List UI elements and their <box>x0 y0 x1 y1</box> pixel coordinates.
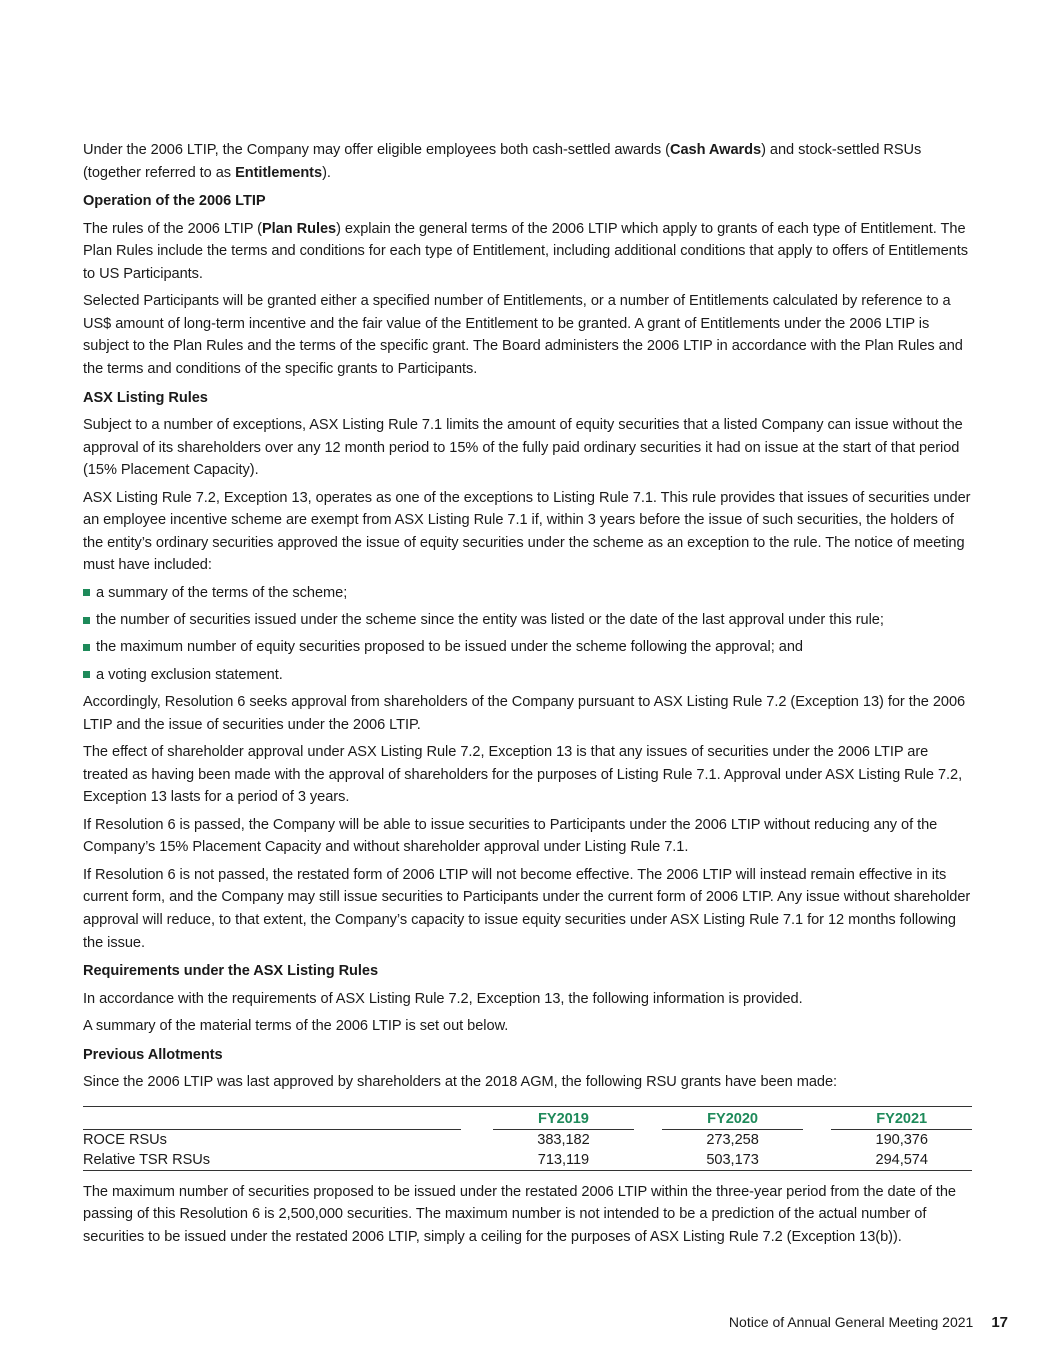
requirements-paragraph-2: A summary of the material terms of the 2006 LTIP is set out below. <box>83 1017 509 1034</box>
asx-paragraph-3: Accordingly, Resolution 6 seeks approval from shareholders of the Company pursuant to ASX Listing Rule 7.2 (Exception 13) for the 2006 LTIP and the issue of securities under the 2006 LTIP. <box>83 694 966 733</box>
page-number: 17 <box>991 1314 1008 1331</box>
footer-title: Notice of Annual General Meeting 2021 <box>728 1314 974 1330</box>
previous-allotments-paragraph: Since the 2006 LTIP was last approved by shareholders at the 2018 AGM, the following RSU grants have been made: <box>83 1073 838 1090</box>
asx-paragraph-5: If Resolution 6 is passed, the Company will be able to issue securities to Participants under the 2006 LTIP without reducing any of the Company’s 15% Placement Capacity and without shareholder approval under Listing Rule 7.1. <box>83 816 938 856</box>
header-fy2020: FY2020 <box>662 1106 803 1130</box>
bullet-item: the number of securities issued under the scheme since the entity was listed or the date of the last approval under this rule; <box>83 609 975 632</box>
operation-paragraph-1: The rules of the 2006 LTIP (Plan Rules) explain the general terms of the 2006 LTIP which apply to grants of each type of Entitlement. The Plan Rules include the terms and conditions for each type of Entitlement, including additional conditions that apply to offers of Entitlements to US Participants. <box>83 220 968 282</box>
cell-value: 503,173 <box>706 1151 759 1168</box>
bullet-square-icon <box>83 644 90 651</box>
asx-paragraph-2: ASX Listing Rule 7.2, Exception 13, operates as one of the exceptions to Listing Rule 7.1. This rule provides that issues of securities under an employee incentive scheme are exempt from ASX Listing Rule 7.1 if, within 3 years before the issue of such securities, the holders of the entity’s ordinary securities approved the issue of equity securities under the scheme as an exception to the rule. The notice of meeting must have included: <box>83 489 971 574</box>
heading-operation: Operation of the 2006 LTIP <box>83 193 266 210</box>
cell-value: 713,119 <box>537 1151 590 1168</box>
heading-previous-allotments: Previous Allotments <box>83 1046 223 1063</box>
header-label-cell <box>83 1106 461 1130</box>
bullet-square-icon <box>83 589 90 596</box>
document-body <box>83 139 975 1253</box>
table-header-row <box>83 1106 972 1130</box>
bullet-square-icon <box>83 617 90 624</box>
row-label: Relative TSR RSUs <box>83 1151 211 1168</box>
term-cash-awards: Cash Awards <box>669 142 762 158</box>
page-footer <box>729 1314 1008 1331</box>
heading-requirements: Requirements under the ASX Listing Rules <box>83 963 379 980</box>
cell-value: 273,258 <box>706 1131 759 1148</box>
cell-value: 294,574 <box>875 1151 928 1168</box>
rsu-grants-table <box>83 1106 972 1171</box>
bullet-item: a summary of the terms of the scheme; <box>83 582 975 605</box>
bullet-item: the maximum number of equity securities proposed to be issued under the scheme following the approval; and <box>83 636 975 659</box>
heading-asx-listing-rules: ASX Listing Rules <box>83 389 208 406</box>
asx-paragraph-1: Subject to a number of exceptions, ASX Listing Rule 7.1 limits the amount of equity securities that a listed Company can issue without the approval of its shareholders over any 12 month period to 15% of the fully paid ordinary securities it had on issue at the start of that period (15% Placement Capacity). <box>83 416 963 479</box>
cell-value: 383,182 <box>537 1131 590 1148</box>
cell-value: 190,376 <box>875 1131 928 1148</box>
asx-paragraph-6: If Resolution 6 is not passed, the restated form of 2006 LTIP will not become effective. The 2006 LTIP will instead remain effective in its current form, and the Company may still issue securities to Participants under the current form of 2006 LTIP. Any issue without shareholder approval will reduce, to that extent, the Company’s capacity to issue equity securities under ASX Listing Rule 7.1 for 12 months following the issue. <box>83 866 971 951</box>
intro-paragraph: Under the 2006 LTIP, the Company may offer eligible employees both cash-settled awards (Cash Awards) and stock-settled RSUs (together referred to as Entitlements). <box>83 142 922 181</box>
closing-paragraph: The maximum number of securities proposed to be issued under the restated 2006 LTIP within the three-year period from the date of the passing of this Resolution 6 is 2,500,000 securities. The maximum number is not intended to be a prediction of the actual number of securities to be issued under the restated 2006 LTIP, simply a ceiling for the purposes of ASX Listing Rule 7.2 (Exception 13(b)). <box>83 1183 956 1245</box>
header-fy2021: FY2021 <box>831 1106 972 1130</box>
table-row <box>83 1150 972 1171</box>
bullet-item: a voting exclusion statement. <box>83 664 975 687</box>
bullet-square-icon <box>83 671 90 678</box>
requirements-paragraph-1: In accordance with the requirements of ASX Listing Rule 7.2, Exception 13, the following information is provided. <box>83 990 803 1007</box>
row-label: ROCE RSUs <box>83 1131 167 1148</box>
table-row <box>83 1130 972 1150</box>
asx-paragraph-4: The effect of shareholder approval under ASX Listing Rule 7.2, Exception 13 is that any issues of securities under the 2006 LTIP are treated as having been made with the approval of shareholders for the purposes of Listing Rule 7.1. Approval under ASX Listing Rule 7.2, Exception 13 lasts for a period of 3 years. <box>83 744 963 806</box>
term-entitlements: Entitlements <box>235 164 323 181</box>
operation-paragraph-2: Selected Participants will be granted either a specified number of Entitlements, or a number of Entitlements calculated by reference to a US$ amount of long-term incentive and the fair value of the Entitlement to be granted. A grant of Entitlements under the 2006 LTIP is subject to the Plan Rules and the terms of the specific grant. The Board administers the 2006 LTIP in accordance with the Plan Rules and the terms and conditions of the specific grants to Participants. <box>83 293 963 377</box>
header-fy2019: FY2019 <box>493 1106 634 1130</box>
term-plan-rules: Plan Rules <box>261 220 337 237</box>
